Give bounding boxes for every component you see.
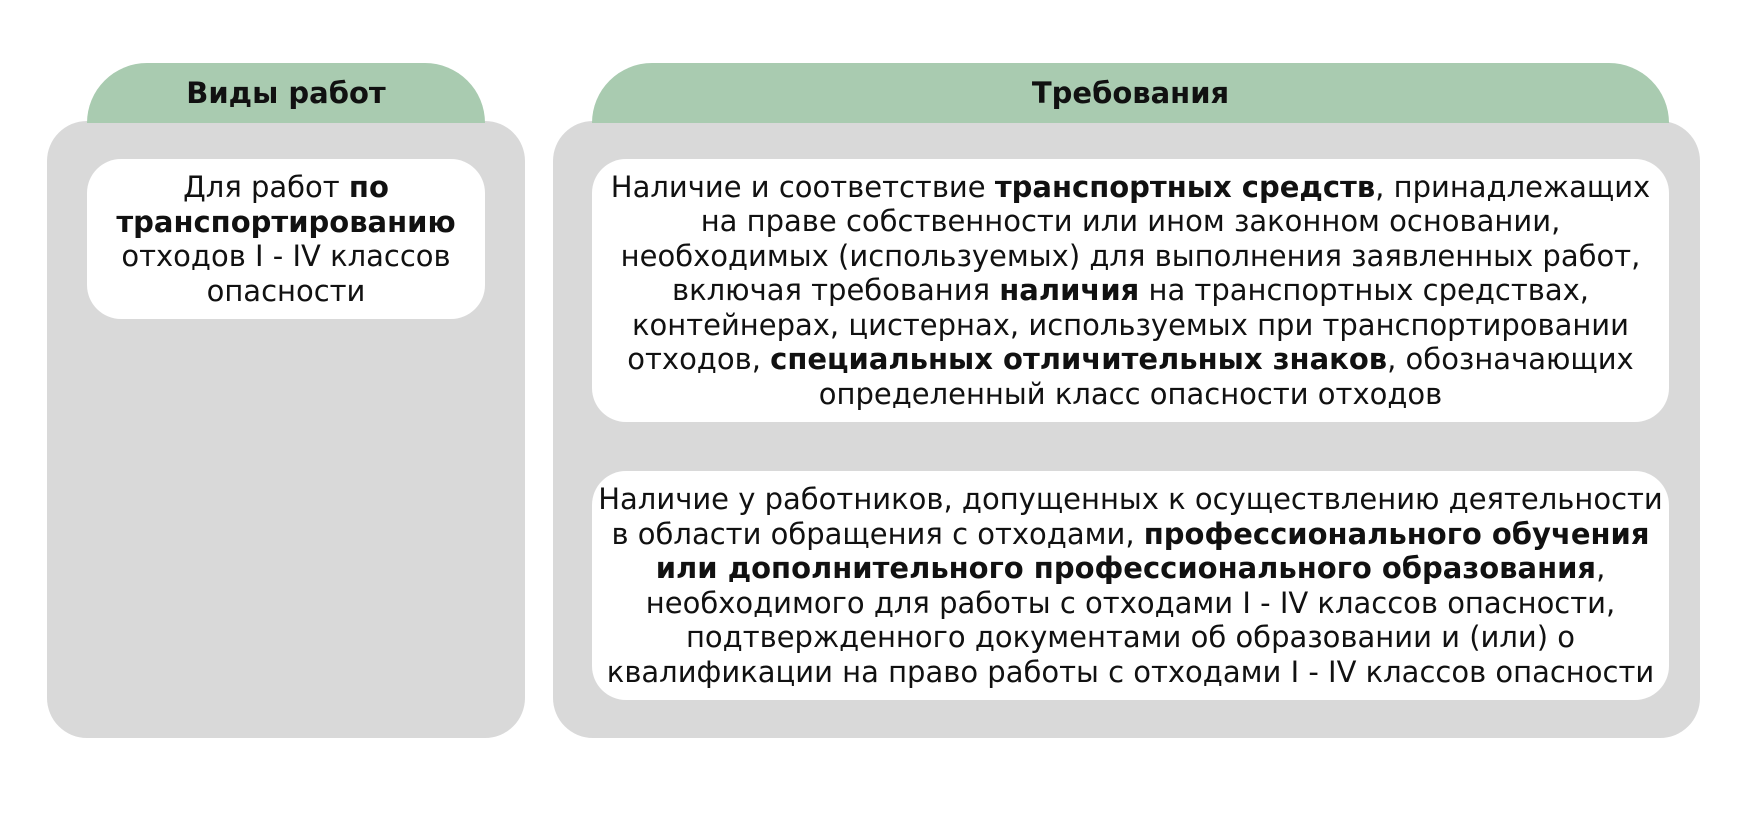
work-type-card	[87, 159, 485, 319]
requirement-text-part: Наличие и соответствие	[610, 169, 995, 204]
requirements-header-label: Требования	[1031, 76, 1230, 110]
requirement-text-bold: профессионального обучения или дополнительного профессионального образования	[655, 516, 1650, 585]
work-type-text-bold: по транспортированию	[116, 170, 456, 239]
work-type-text-part: отходов I - IV классов опасности	[121, 239, 451, 308]
work-types-header-label: Виды работ	[186, 76, 386, 110]
requirement-text-part: , необходимого для работы с отходами I - IV классов опасности, подтвержденного документами об образовании и (или) о квалификации на право работы с отходами I - IV классов опасности	[606, 551, 1655, 689]
requirement-card-vehicles	[592, 159, 1669, 422]
requirement-text-bold: специальных отличительных знаков	[770, 342, 1388, 377]
requirement-text-part: , обозначающих определенный класс опасности отходов	[818, 342, 1634, 411]
requirement-text-part: на транспортных средствах, контейнерах, цистернах, используемых при транспортировании отходов,	[627, 273, 1630, 377]
requirement-text-training	[596, 482, 1665, 689]
requirement-text-part: Наличие у работников, допущенных к осуществлению деятельности в области обращения с отходами,	[598, 482, 1663, 551]
requirement-text-part: , принадлежащих на праве собственности или ином законном основании, необходимых (используемых) для выполнения заявленных работ, включая требования	[620, 169, 1651, 308]
work-types-header	[87, 63, 485, 123]
requirement-text-vehicles	[598, 170, 1663, 412]
work-type-text-part: Для работ	[183, 170, 349, 204]
requirement-text-bold: наличия	[999, 273, 1140, 308]
requirement-card-training	[592, 471, 1669, 700]
requirement-text-bold: транспортных средств	[994, 169, 1376, 204]
requirements-header	[592, 63, 1669, 123]
work-type-text	[97, 170, 475, 308]
